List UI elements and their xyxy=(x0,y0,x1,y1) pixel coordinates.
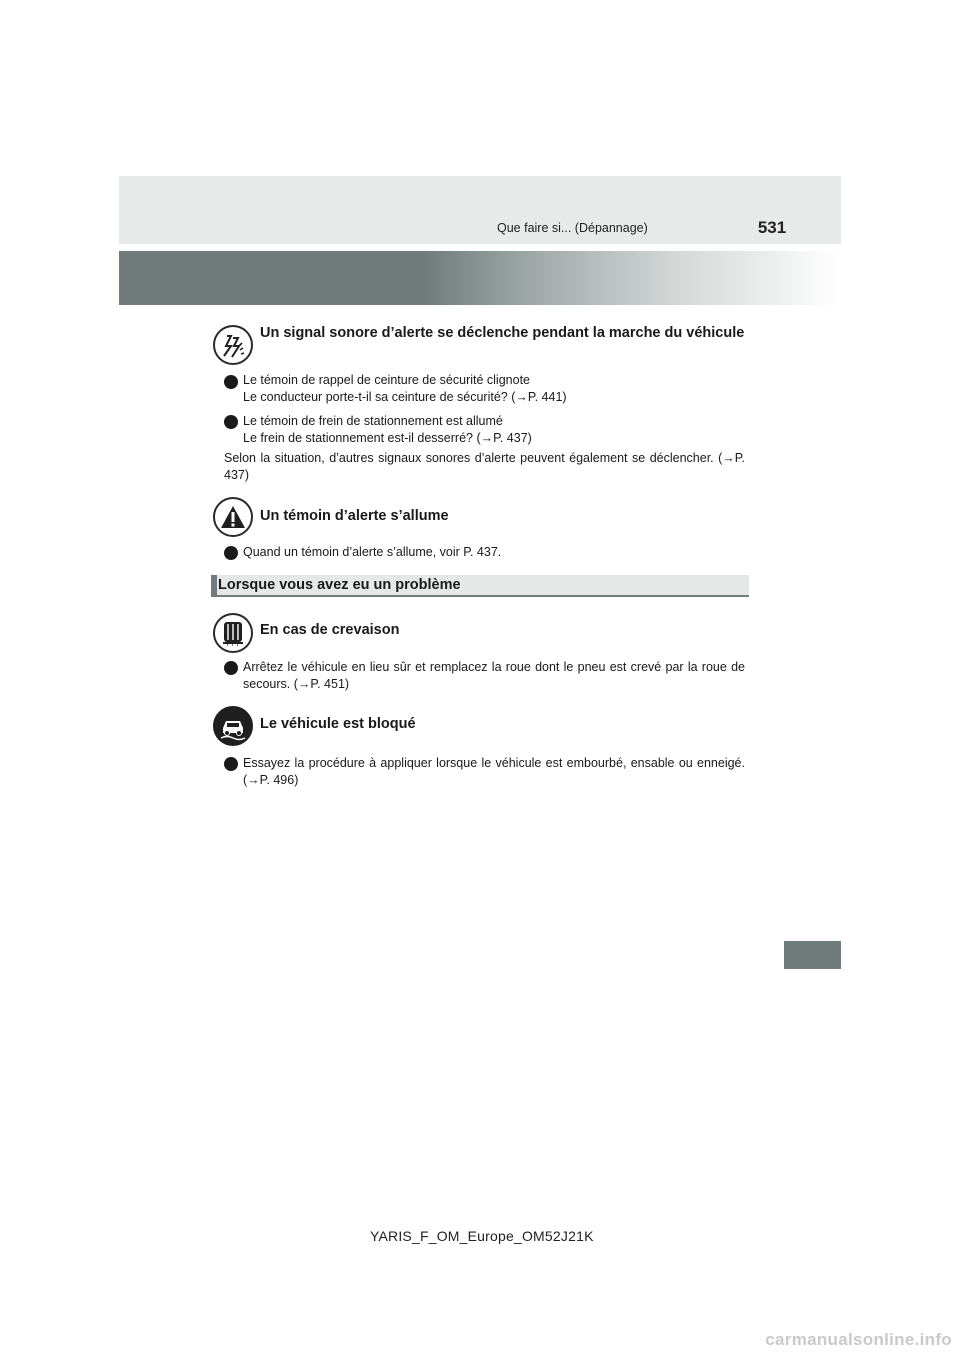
document-code: YARIS_F_OM_Europe_OM52J21K xyxy=(370,1228,594,1244)
flat-tire-icon xyxy=(213,613,253,653)
section-title: Que faire si... (Dépannage) xyxy=(497,221,648,235)
chapter-bar xyxy=(119,251,841,305)
warning-triangle-icon xyxy=(213,497,253,537)
bullet-dot xyxy=(224,415,238,429)
bullet-dot xyxy=(224,757,238,771)
problem-banner-label: Lorsque vous avez eu un problème xyxy=(218,577,461,593)
bullet-text-stuck: Essayez la procédure à appliquer lorsque le véhicule est embourbé, ensable ou enneigé. (→P. 496) xyxy=(243,756,745,787)
bullet-text-flat-tire: Arrêtez le véhicule en lieu sûr et remplacez la roue dont le pneu est crevé par la roue de secours. (→P. 451) xyxy=(243,660,745,691)
heading-stuck: Le véhicule est bloqué xyxy=(260,716,416,732)
bullet-dot xyxy=(224,661,238,675)
heading-warning-light: Un témoin d’alerte s’allume xyxy=(260,508,449,524)
bullet-dot xyxy=(224,546,238,560)
heading-alarm: Un signal sonore d’alerte se déclenche pendant la marche du véhicule xyxy=(260,325,745,341)
header-band xyxy=(119,176,841,244)
heading-flat-tire: En cas de crevaison xyxy=(260,622,400,638)
bullet-dot xyxy=(224,375,238,389)
bullet-text-seatbelt: Le témoin de rappel de ceinture de sécurité clignote Le conducteur porte-t-il sa ceinture de sécurité? (→P. 441) xyxy=(243,373,567,404)
page-number: 531 xyxy=(757,218,787,237)
alarm-note: Selon la situation, d’autres signaux sonores d’alerte peuvent également se déclencher. (→P. 437) xyxy=(224,451,745,482)
bullet-text-warning-light: Quand un témoin d’alerte s’allume, voir P. 437. xyxy=(243,545,502,559)
stuck-car-icon xyxy=(213,706,253,746)
bullet-text-parking-brake: Le témoin de frein de stationnement est allumé Le frein de stationnement est-il desserré? (→P. 437) xyxy=(243,414,532,445)
chapter-side-tab xyxy=(784,941,841,969)
sound-alarm-icon xyxy=(213,325,253,365)
watermark: carmanualsonline.info xyxy=(765,1330,952,1349)
